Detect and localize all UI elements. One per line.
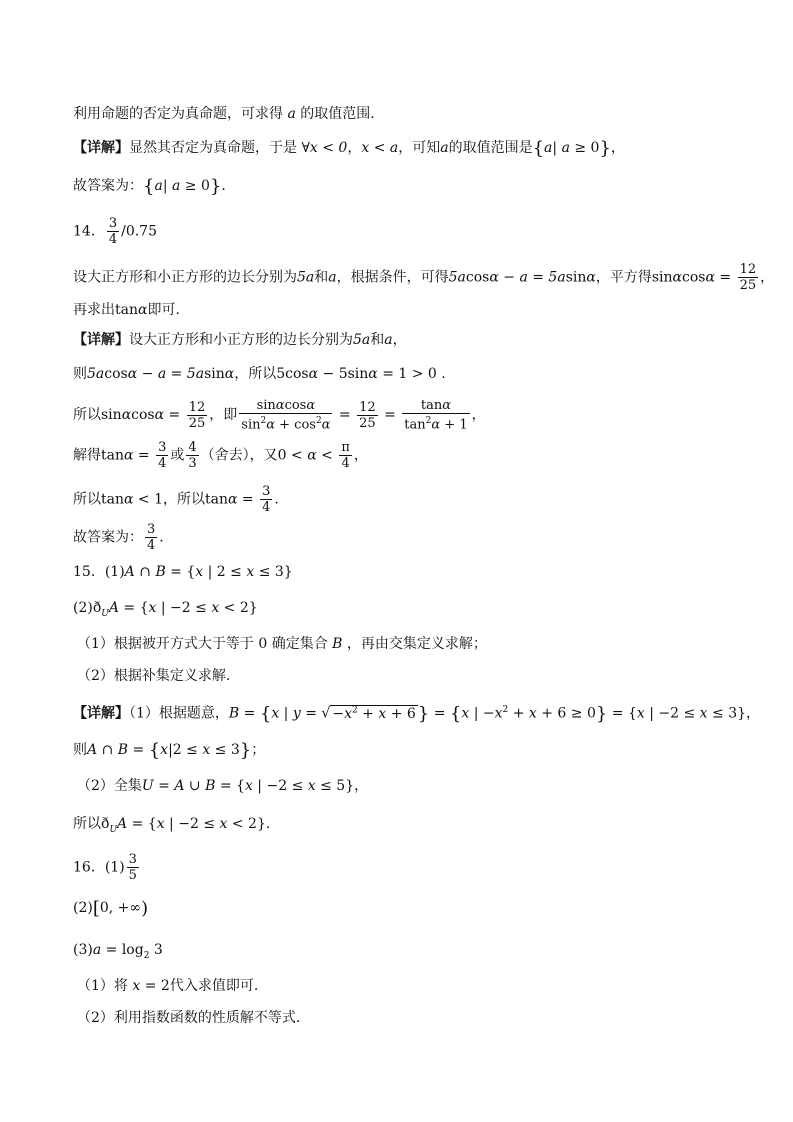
line-detail-15b: 则A ∩ B = {x|2 ≤ x ≤ 3}；: [73, 740, 266, 761]
line-q14: 14． $\frac{3}{4}$ /0.75: [73, 216, 157, 247]
line-q16-3: $(3)a = \log_2 3$: [73, 942, 163, 961]
line-hint-13: 利用命题的否定为真命题，可求得 a 的取值范围.: [73, 106, 375, 122]
line-answer-13: 故答案为：{a| a ≥ 0}.: [73, 176, 226, 197]
line-hint-15: （1）根据被开方式大于等于 0 确定集合 B ，再由交集定义求解；: [77, 636, 487, 652]
line-q16-2: (2)[0, +∞): [73, 898, 149, 919]
line-detail-14c: 所以sinαcosα = $\frac{12}{25}$ ，即 $\frac{\sin\alpha\cos\alpha}{\sin^2\alpha + \cos^2\alpha}$ = $\frac{12}{25}$ = $\frac{\tan\alpha}{\tan^2\alpha + 1}$ ，: [73, 398, 486, 433]
line-q15-1: 15．(1)A ∩ B = {x | 2 ≤ x ≤ 3}: [73, 564, 293, 580]
line-detail-14d: 解得tanα = $\frac{3}{4}$ 或 $\frac{4}{3}$ （舍去），又0 < α < $\frac{\pi}{4}$ ，: [73, 440, 368, 471]
line-hint-14b: 再求出tanα即可.: [73, 302, 180, 318]
line-hint-14: 设大正方形和小正方形的边长分别为5a和a，根据条件，可得5acosα − a = 5asinα，平方得sinαcosα = $\frac{12}{25}$ ，: [73, 262, 775, 293]
line-detail-15c: （2）全集U = A ∪ B = {x | −2 ≤ x ≤ 5}，: [77, 778, 369, 794]
line-detail-14: 【详解】设大正方形和小正方形的边长分别为5a和a，: [73, 332, 407, 348]
line-hint-15b: （2）根据补集定义求解.: [77, 668, 231, 684]
line-q15-2: $(2)ð_UA = \{x$ | −2 ≤ x < 2}: [73, 600, 258, 619]
line-hint-16b: （2）利用指数函数的性质解不等式.: [77, 1010, 301, 1026]
line-detail-14b: 则5acosα − a = 5asinα，所以5cosα − 5sinα = 1 > 0 .: [73, 366, 446, 382]
line-detail-14e: 所以tanα < 1，所以tanα = $\frac{3}{4}$ .: [73, 484, 279, 515]
line-detail-15d: 所以$ð_UA = \{x$ | −2 ≤ x < 2}.: [73, 816, 271, 835]
line-answer-14: 故答案为： $\frac{3}{4}$ .: [73, 522, 164, 553]
line-q16-1: 16．(1) $\frac{3}{5}$: [73, 852, 137, 883]
line-hint-16: （1）将 x = 2代入求值即可.: [77, 978, 259, 994]
line-detail-15: 【详解】（1）根据题意，B = {x | y = √ $-x^2 + x + 6$ } = {x | $-x^2 + x + 6 \ge 0\} = \{x$ | −2 ≤ x ≤ 3}，: [73, 703, 761, 725]
line-detail-13: 【详解】显然其否定为真命题，于是 ∀x < 0，x < a，可知a的取值范围是{a| a ≥ 0}，: [73, 138, 625, 159]
